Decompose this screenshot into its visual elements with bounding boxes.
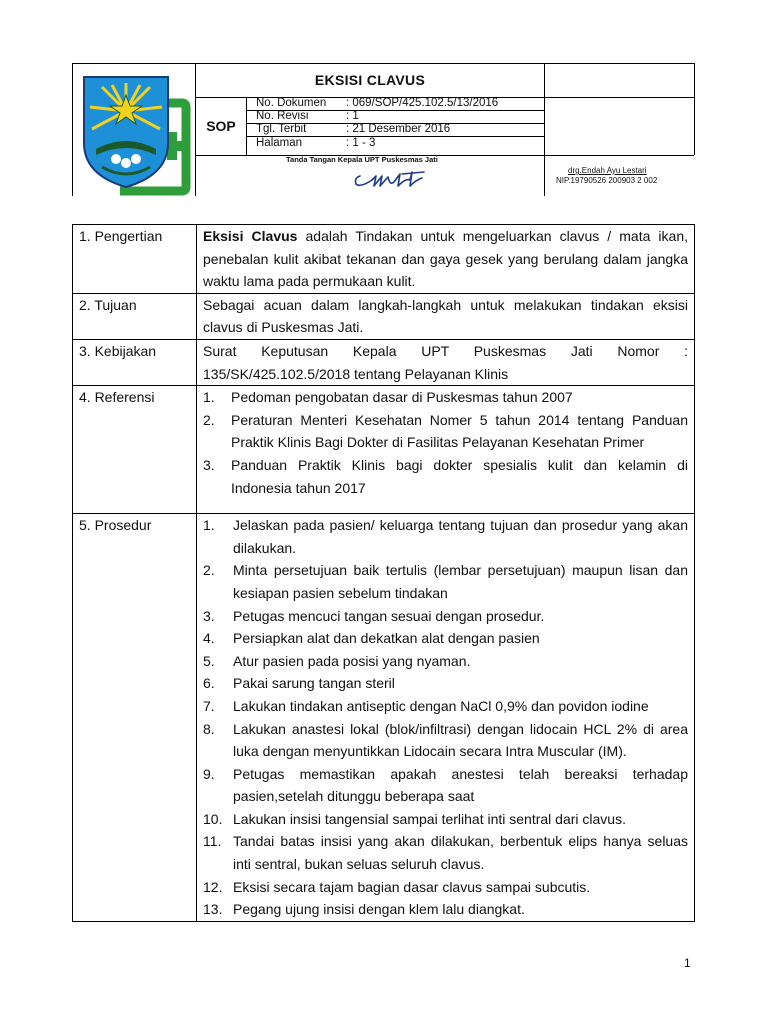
procedure-list	[203, 514, 688, 921]
list-item	[203, 514, 688, 559]
item-text: Pegang ujung insisi dengan klem lalu diangkat.	[233, 901, 525, 918]
row-content-prosedur	[197, 514, 695, 922]
sop-label: SOP	[206, 118, 236, 134]
item-text: Pakai sarung tangan steril	[233, 675, 395, 692]
item-text: Lakukan insisi tangensial sampai terlihat inti sentral dari clavus.	[233, 810, 626, 827]
item-number: 9.	[203, 765, 215, 782]
item-text: Jelaskan pada pasien/ keluarga tentang tujuan dan prosedur yang akan dilakukan.	[233, 517, 688, 556]
list-item	[203, 808, 688, 831]
list-item	[203, 695, 688, 718]
meta-label: Tgl. Terbit	[256, 123, 307, 135]
item-number: 3.	[203, 456, 215, 473]
page-number: 1	[684, 956, 691, 970]
row-content-referensi	[197, 386, 695, 514]
item-number: 11.	[203, 833, 222, 850]
item-number: 2.	[203, 562, 215, 579]
list-item	[203, 454, 688, 499]
doctor-nip: NIP.19790526 200903 2 002	[556, 176, 658, 185]
item-number: 2.	[203, 411, 215, 428]
term-bold: Eksisi Clavus	[203, 228, 298, 244]
list-item	[203, 718, 688, 763]
list-item	[203, 409, 688, 454]
list-item	[203, 627, 688, 650]
table-row	[73, 225, 695, 294]
item-text: Atur pasien pada posisi yang nyaman.	[233, 652, 471, 669]
list-item	[203, 763, 688, 808]
row-label-referensi: 4. Referensi	[73, 386, 197, 514]
row-label-pengertian: 1. Pengertian	[73, 225, 197, 294]
item-text: Petugas memastikan apakah anestesi telah bereaksi terhadap pasien,setelah ditunggu beberapa saat	[233, 765, 688, 805]
item-number: 12.	[203, 878, 223, 895]
list-item	[203, 876, 688, 899]
signature-caption: Tanda Tangan Kepala UPT Puskesmas Jati	[286, 155, 438, 164]
meta-value: : 1	[346, 110, 359, 122]
meta-value: : 069/SOP/425.102.5/13/2016	[346, 97, 499, 109]
puskesmas-logo	[72, 63, 195, 196]
table-row	[73, 293, 695, 339]
row-content-kebijakan: Surat Keputusan Kepala UPT Puskesmas Jati Nomor : 135/SK/425.102.5/2018 tentang Pelayanan Klinis	[197, 339, 695, 385]
table-row	[73, 386, 695, 514]
meta-label: No. Dokumen	[256, 97, 327, 109]
table-row	[73, 514, 695, 922]
row-label-prosedur: 5. Prosedur	[73, 514, 197, 922]
item-number: 1.	[203, 517, 215, 534]
meta-label: Halaman	[256, 137, 303, 149]
meta-value: : 21 Desember 2016	[346, 123, 451, 135]
list-item	[203, 650, 688, 673]
list-item	[203, 830, 688, 875]
reference-list	[203, 386, 688, 499]
list-item	[203, 898, 688, 921]
item-number: 6.	[203, 675, 215, 692]
item-number: 8.	[203, 720, 215, 737]
item-number: 13.	[203, 901, 223, 918]
list-item	[203, 386, 688, 409]
table-row	[73, 339, 695, 385]
row-content-tujuan: Sebagai acuan dalam langkah-langkah untuk melakukan tindakan eksisi clavus di Puskesmas Jati.	[197, 293, 695, 339]
meta-value: : 1 - 3	[346, 137, 376, 149]
item-number: 5.	[203, 652, 215, 669]
item-text: Minta persetujuan baik tertulis (lembar persetujuan) maupun lisan dan kesiapan pasien sebelum tindakan	[233, 562, 688, 601]
item-text: Panduan Praktik Klinis bagi dokter spesialis kulit dan kelamin di Indonesia tahun 2017	[231, 456, 688, 496]
sop-table	[72, 224, 695, 922]
row-label-tujuan: 2. Tujuan	[73, 293, 197, 339]
item-text: Petugas mencuci tangan sesuai dengan prosedur.	[233, 607, 545, 624]
item-text: Persiapkan alat dan dekatkan alat dengan pasien	[233, 630, 540, 647]
meta-label: No. Revisi	[256, 110, 309, 122]
row-label-kebijakan: 3. Kebijakan	[73, 339, 197, 385]
item-text: Eksisi secara tajam bagian dasar clavus sampai subcutis.	[233, 878, 591, 895]
handwritten-signature	[350, 166, 430, 194]
list-item	[203, 559, 688, 604]
list-item	[203, 672, 688, 695]
item-text: Tandai batas insisi yang akan dilakukan, berbentuk elips hanya seluas inti sentral, bukan seluas seluruh clavus.	[233, 833, 688, 873]
item-number: 10.	[203, 810, 223, 827]
item-number: 1.	[203, 389, 215, 406]
doctor-name: drg.Endah Ayu Lestari	[568, 166, 647, 175]
item-number: 4.	[203, 630, 215, 647]
definition-text: adalah Tindakan untuk mengeluarkan clavus / mata ikan, penebalan kulit akibat tekanan dan gaya gesek yang berulang dalam jangka waktu lama pada permukaan kulit.	[203, 228, 689, 290]
item-number: 7.	[203, 697, 215, 714]
item-text: Peraturan Menteri Kesehatan Nomer 5 tahun 2014 tentang Panduan Praktik Klinis Bagi Dokter di Fasilitas Pelayanan Kesehatan Primer	[231, 411, 688, 451]
row-content-pengertian	[197, 225, 695, 294]
item-text: Pedoman pengobatan dasar di Puskesmas tahun 2007	[231, 389, 573, 406]
list-item	[203, 605, 688, 628]
item-text: Lakukan tindakan antiseptic dengan NaCl 0,9% dan povidon iodine	[233, 697, 649, 714]
item-text: Lakukan anastesi lokal (blok/infiltrasi) dengan lidocain HCL 2% di area luka dengan menyuntikkan Lidocain secara Intra Muscular (IM).	[233, 720, 688, 760]
document-title: EKSISI CLAVUS	[314, 72, 426, 88]
item-number: 3.	[203, 607, 215, 624]
